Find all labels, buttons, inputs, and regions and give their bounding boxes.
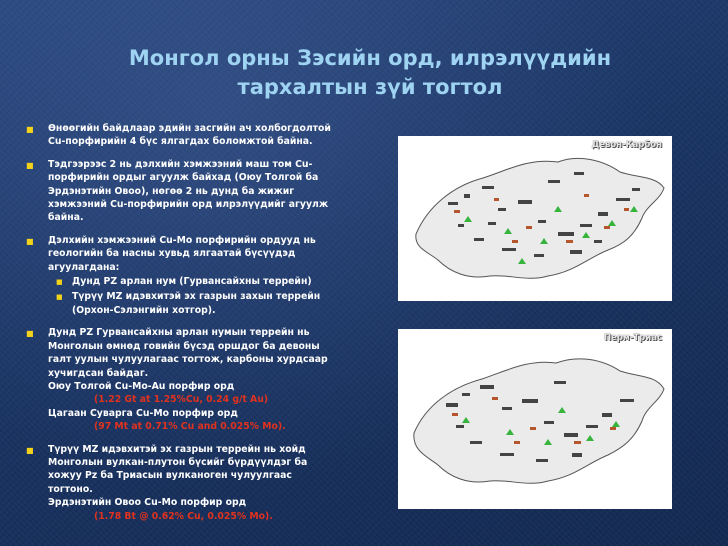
bullet-text: хэмжээний Cu-порфирийн орд илрэлүүдийг агуулж xyxy=(48,199,329,211)
deposit-name: Эрдэнэтийн Овоо Cu-Mo порфир орд xyxy=(48,497,247,509)
map-devon-carbon xyxy=(398,136,672,301)
bullet-text: байна. xyxy=(48,212,84,224)
square-bullet-icon: ■ xyxy=(56,293,63,302)
square-bullet-icon: ■ xyxy=(56,278,63,287)
sub-bullet-item xyxy=(48,290,366,317)
bullet-item xyxy=(26,443,366,523)
bullet-text: Түрүү MZ идэвхитэй эх газрын террейн нь хойд xyxy=(48,443,306,455)
bullet-text: Өнөөгийн байдлаар эдийн засгийн ач холбогдолтой xyxy=(48,123,331,134)
mongolia-map-1 xyxy=(398,136,672,301)
bullet-text: галт уулын чулуулагаас тогтож, карбоны хурдсаар xyxy=(48,354,328,366)
square-bullet-icon: ■ xyxy=(26,236,34,246)
deposit-value: (1.22 Gt at 1.25%Cu, 0.24 g/t Au) xyxy=(94,394,269,406)
bullet-text: Эрдэнэтийн Овоо), нөгөө 2 нь дунд ба жижиг xyxy=(48,185,295,197)
sub-bullet-text: Түрүү MZ идэвхитэй эх газрын захын террейн xyxy=(72,291,321,303)
bullet-text: тогтоно. xyxy=(48,483,93,495)
square-bullet-icon: ■ xyxy=(26,160,34,170)
bullet-text: агуулагдана: xyxy=(48,261,120,273)
bullet-text: Монголын өмнөд говийн бүсэд оршдог ба девоны xyxy=(48,340,320,352)
deposit-name: Цагаан Суварга Cu-Mo порфир орд xyxy=(48,407,238,419)
sub-bullet-item xyxy=(48,275,366,289)
square-bullet-icon: ■ xyxy=(26,445,34,455)
bullet-text: Дэлхийн хэмжээний Cu-Mo порфирийн ордууд нь xyxy=(48,234,316,246)
bullet-text: Тэдгээрээс 2 нь дэлхийн хэмжээний маш том Cu- xyxy=(48,158,313,170)
bullet-text: Монголын вулкан-плутон бүсийг бүрдүүлдэг ба xyxy=(48,456,308,468)
bullet-text: Cu-порфирийн 4 бүс ялгагдах боломжтой байна. xyxy=(48,136,313,148)
bullet-text: Дунд PZ Гурвансайхны арлан нумын террейн нь xyxy=(48,327,310,339)
mongolia-map-2 xyxy=(398,329,672,509)
map-perm-trias xyxy=(398,329,672,509)
deposit-value: (97 Mt at 0.71% Cu and 0.025% Mo). xyxy=(94,421,286,433)
bullet-text: порфирийн ордыг агуулж байхад (Оюу Толгой ба xyxy=(48,172,319,184)
sub-bullet-text: (Орхон-Сэлэнгийн хотгор). xyxy=(72,304,216,316)
bullet-item xyxy=(26,234,366,317)
bullet-text: хучигдсан байдаг. xyxy=(48,367,149,379)
map-label-devon-carbon: Девон-Карбон xyxy=(591,140,662,150)
square-bullet-icon: ■ xyxy=(26,329,34,339)
deposit-name: Оюу Толгой Cu-Mo-Au порфир орд xyxy=(48,380,235,392)
slide-title-line-1: Монгол орны Зэсийн орд, илрэлүүдийн xyxy=(128,46,612,70)
square-bullet-icon: ■ xyxy=(26,125,34,134)
bullet-item xyxy=(26,158,366,225)
deposit-value: (1.78 Bt @ 0.62% Cu, 0.025% Mo). xyxy=(94,510,273,522)
bullet-list xyxy=(26,122,366,532)
bullet-text: хожуу Pz ба Триасын вулканоген чулуулгаас xyxy=(48,470,292,482)
slide-title-line-2: тархалтын зүй тогтол xyxy=(237,75,503,99)
slide-title xyxy=(60,44,680,102)
map-label-perm-trias: Перм-Триас xyxy=(603,333,662,343)
bullet-text: геологийн ба насны хувьд ялгаатай бүсүүдэд xyxy=(48,248,296,260)
bullet-item xyxy=(26,122,366,149)
sub-bullet-text: Дунд PZ арлан нум (Гурвансайхны террейн) xyxy=(72,276,312,288)
bullet-item xyxy=(26,326,366,433)
